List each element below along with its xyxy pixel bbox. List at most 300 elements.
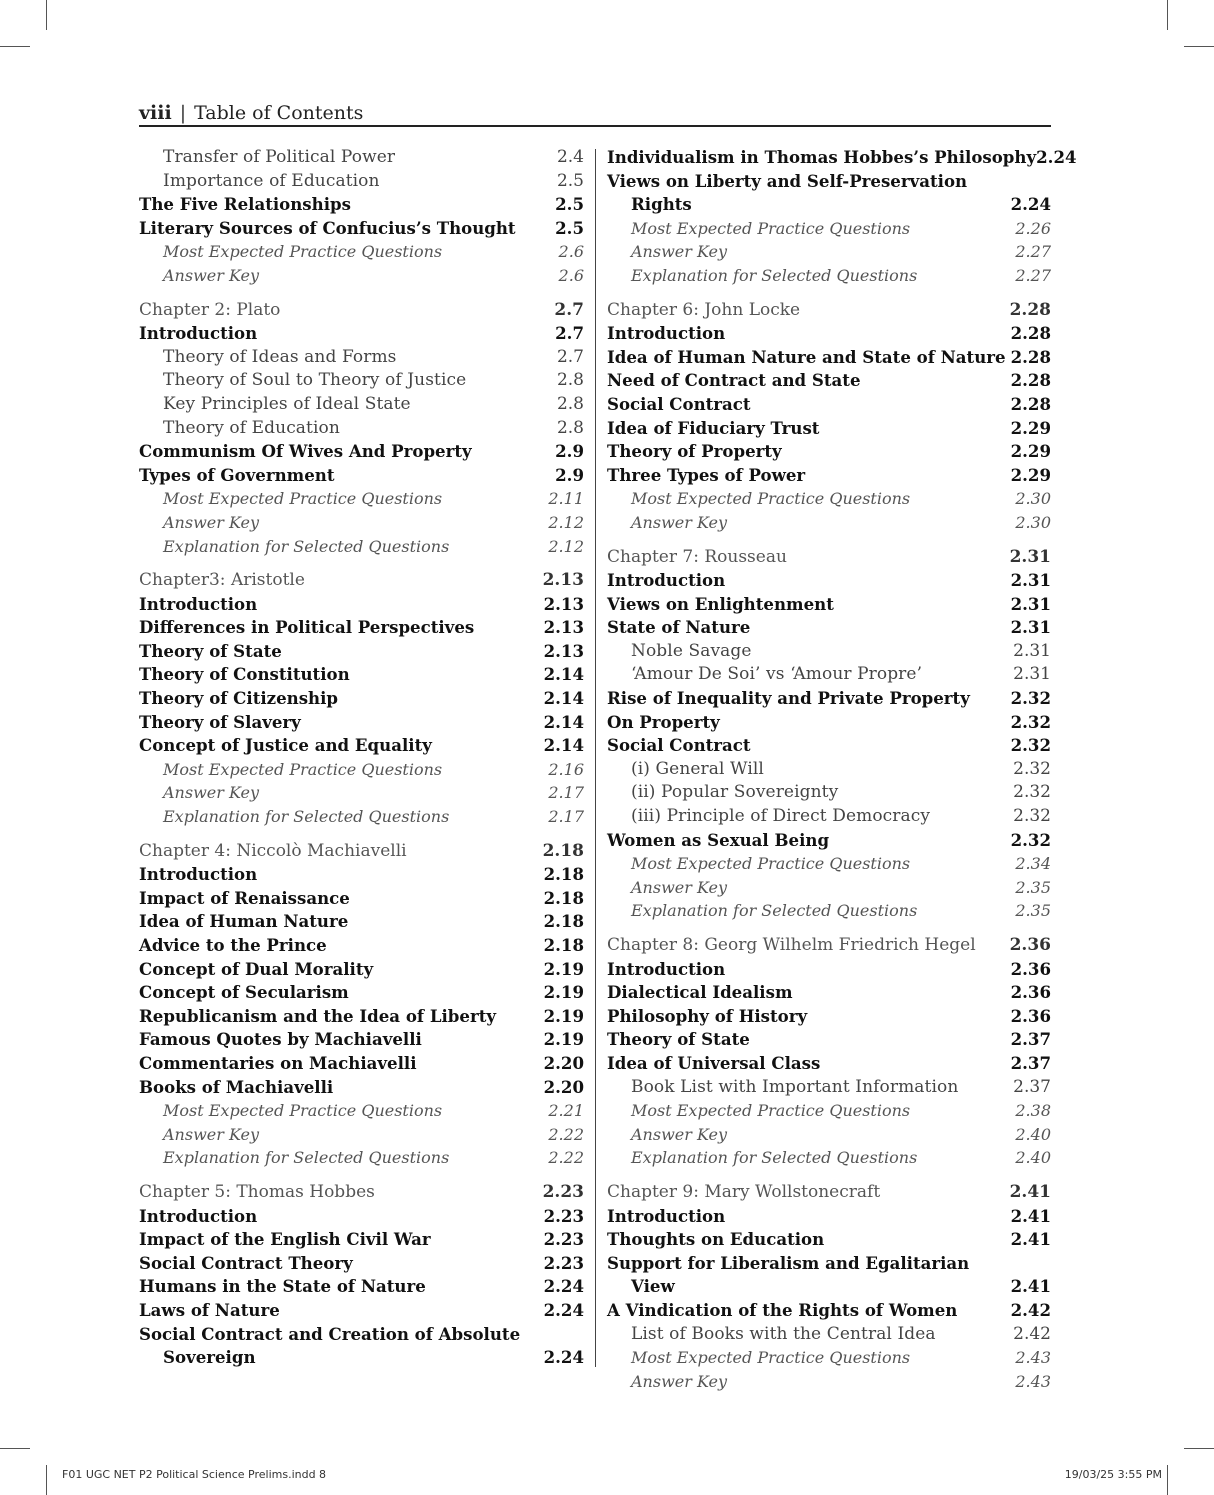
toc-entry-page: 2.28 [1010, 370, 1051, 391]
toc-entry [139, 1028, 584, 1052]
header-rule [139, 125, 1051, 127]
toc-entry [607, 1323, 1051, 1347]
toc-entry-page: 2.42 [1013, 1323, 1051, 1344]
toc-entry-title: Answer Key [163, 265, 259, 285]
toc-entry-title: Chapter 4: Niccolò Machiavelli [139, 840, 407, 861]
toc-entry [607, 1299, 1051, 1323]
toc-entry-page: 2.19 [543, 958, 584, 979]
toc-entry-page: 2.23 [543, 1205, 584, 1226]
toc-entry-page: 2.31 [1013, 640, 1051, 661]
toc-entry-title: Most Expected Practice Questions [631, 489, 911, 509]
toc-entry-title: Theory of Citizenship [139, 688, 339, 709]
toc-entry-title: (iii) Principle of Direct Democracy [631, 806, 931, 827]
toc-entry [607, 852, 1051, 876]
toc-entry [607, 1028, 1051, 1052]
toc-entry-title: Book List with Important Information [631, 1076, 959, 1097]
toc-entry [139, 170, 584, 194]
toc-entry-page: 2.38 [1015, 1101, 1051, 1121]
toc-entry-page: 2.31 [1009, 546, 1051, 567]
toc-entry-title: Theory of Education [163, 417, 340, 438]
toc-entry [607, 640, 1051, 664]
toc-entry-page: 2.13 [543, 640, 584, 661]
toc-entry [139, 910, 584, 934]
toc-entry-title: Answer Key [163, 783, 259, 803]
toc-entry [139, 1205, 584, 1229]
toc-entry-page: 2.7 [554, 299, 584, 320]
toc-entry-title: Differences in Political Perspectives [139, 617, 475, 638]
toc-entry-page: 2.6 [558, 265, 584, 285]
toc-entry-page: 2.32 [1010, 829, 1051, 850]
toc-entry-title: Impact of Renaissance [139, 887, 350, 908]
crop-mark [1184, 46, 1214, 47]
toc-entry [139, 511, 584, 535]
toc-entry [139, 958, 584, 982]
toc-entry-page: 2.24 [1010, 194, 1051, 215]
toc-entry [139, 217, 584, 241]
toc-entry-title: Answer Key [163, 512, 259, 532]
crop-mark [46, 0, 47, 30]
toc-entry [607, 805, 1051, 829]
toc-entry [139, 663, 584, 687]
toc-entry-title: State of Nature [607, 617, 751, 638]
toc-entry-title: Views on Enlightenment [607, 593, 834, 614]
toc-entry-page: 2.31 [1010, 570, 1051, 591]
toc-entry [607, 1076, 1051, 1100]
toc-entry-page: 2.5 [555, 217, 584, 238]
toc-entry [607, 663, 1051, 687]
toc-entry-page: 2.18 [543, 864, 584, 885]
toc-entry-page: 2.30 [1015, 512, 1051, 532]
toc-entry-title: Idea of Fiduciary Trust [607, 417, 820, 438]
toc-entry [139, 346, 584, 370]
toc-entry [139, 417, 584, 441]
toc-entry-title: Chapter 2: Plato [139, 299, 281, 320]
toc-entry-page: 2.28 [1010, 323, 1051, 344]
toc-entry-page: 2.17 [548, 807, 584, 827]
toc-entry [139, 593, 584, 617]
toc-entry-page: 2.43 [1015, 1348, 1051, 1368]
toc-entry-page: 2.13 [543, 617, 584, 638]
toc-entry [139, 1275, 584, 1299]
toc-entry-page: 2.41 [1010, 1276, 1051, 1297]
toc-entry [607, 440, 1051, 464]
toc-entry-page: 2.32 [1013, 782, 1051, 803]
toc-entry [139, 711, 584, 735]
toc-entry-page: 2.6 [558, 242, 584, 262]
toc-entry-page: 2.32 [1013, 758, 1051, 779]
toc-entry [139, 758, 584, 782]
toc-entry-page: 2.14 [543, 664, 584, 685]
toc-entry-page: 2.24 [1036, 147, 1077, 167]
toc-entry [139, 887, 584, 911]
toc-entry [607, 240, 1051, 264]
toc-entry-title: Commentaries on Machiavelli [139, 1052, 417, 1073]
toc-entry [139, 1123, 584, 1147]
toc-entry-page: 2.8 [556, 417, 584, 438]
toc-entry [607, 417, 1051, 441]
toc-entry-title: Explanation for Selected Questions [163, 1148, 450, 1168]
toc-entry-title: Chapter 8: Georg Wilhelm Friedrich Hegel [607, 935, 976, 955]
toc-entry-title: Most Expected Practice Questions [163, 242, 443, 262]
toc-entry-title: Introduction [607, 570, 726, 591]
toc-entry [139, 687, 584, 711]
toc-entry-page: 2.23 [543, 1229, 584, 1250]
toc-entry [607, 1346, 1051, 1370]
toc-entry [139, 322, 584, 346]
toc-chapter-heading [139, 840, 584, 864]
toc-entry-page: 2.36 [1009, 935, 1051, 955]
toc-entry [607, 1005, 1051, 1029]
toc-entry-title: Theory of Constitution [139, 664, 350, 685]
toc-entry-page: 2.8 [556, 370, 584, 391]
toc-entry-title: Introduction [607, 1205, 726, 1226]
toc-entry-title: Importance of Education [163, 170, 380, 191]
toc-entry [139, 264, 584, 288]
toc-entry-title: Sovereign [163, 1347, 256, 1368]
toc-entry [139, 616, 584, 640]
toc-entry [607, 1228, 1051, 1252]
toc-entry-page: 2.14 [543, 711, 584, 732]
toc-entry-page: 2.37 [1010, 1052, 1051, 1073]
toc-entry-title: Explanation for Selected Questions [631, 901, 918, 921]
toc-entry-title: Chapter 6: John Locke [607, 299, 801, 320]
toc-entry-page: 2.5 [556, 170, 584, 191]
toc-entry [607, 616, 1051, 640]
toc-entry-page: 2.28 [1010, 346, 1051, 367]
toc-entry-page: 2.13 [543, 593, 584, 614]
toc-entry-title: Answer Key [631, 1371, 727, 1391]
toc-entry [607, 829, 1051, 853]
toc-entry-page: 2.32 [1010, 688, 1051, 709]
toc-entry [607, 464, 1051, 488]
toc-entry-page: 2.28 [1009, 299, 1051, 320]
toc-entry [607, 1099, 1051, 1123]
toc-entry-page: 2.26 [1015, 218, 1051, 238]
toc-entry [607, 1252, 1051, 1276]
toc-entry-title: Laws of Nature [139, 1299, 280, 1320]
toc-entry-title: Theory of Slavery [139, 711, 301, 732]
toc-entry [607, 1205, 1051, 1229]
toc-entry-page: 2.19 [543, 1029, 584, 1050]
toc-entry [139, 1052, 584, 1076]
toc-entry-page: 2.30 [1015, 489, 1051, 509]
toc-entry [607, 734, 1051, 758]
toc-entry [607, 593, 1051, 617]
toc-entry-page: 2.11 [548, 489, 584, 509]
toc-entry [139, 1299, 584, 1323]
toc-entry-title: Concept of Justice and Equality [139, 735, 432, 756]
toc-entry-title: Concept of Dual Morality [139, 958, 374, 979]
toc-entry-page: 2.27 [1015, 242, 1051, 262]
toc-entry-page: 2.35 [1015, 901, 1051, 921]
toc-entry [139, 193, 584, 217]
toc-entry-page: 2.28 [1010, 393, 1051, 414]
toc-entry-title: Chapter 7: Rousseau [607, 546, 787, 567]
toc-entry-title: Concept of Secularism [139, 982, 349, 1003]
crop-mark [0, 1448, 30, 1449]
toc-entry-title: Most Expected Practice Questions [163, 1101, 443, 1121]
toc-entry-page: 2.40 [1015, 1124, 1051, 1144]
toc-entry-page: 2.41 [1010, 1205, 1051, 1226]
toc-entry [139, 934, 584, 958]
toc-entry-title: Chapter 9: Mary Wollstonecraft [607, 1181, 881, 1202]
toc-entry-title: Support for Liberalism and Egalitarian [607, 1252, 970, 1273]
toc-entry [139, 1076, 584, 1100]
toc-entry-title: The Five Relationships [139, 194, 351, 215]
print-timestamp: 19/03/25 3:55 PM [1064, 1468, 1162, 1481]
toc-entry [139, 863, 584, 887]
toc-entry-page: 2.32 [1010, 711, 1051, 732]
toc-entry-page: 2.32 [1010, 735, 1051, 756]
toc-entry-title: Introduction [139, 323, 258, 344]
toc-entry-title: On Property [607, 711, 720, 732]
toc-entry-page: 2.37 [1013, 1076, 1051, 1097]
toc-entry-title: Noble Savage [631, 640, 752, 661]
toc-entry-title: Social Contract [607, 393, 751, 414]
crop-mark [1167, 1465, 1168, 1495]
toc-entry-title: Introduction [139, 593, 258, 614]
toc-entry-title: Key Principles of Ideal State [163, 393, 411, 414]
toc-entry-title: Women as Sexual Being [607, 829, 830, 850]
toc-entry-page: 2.24 [543, 1347, 584, 1368]
toc-entry-page: 2.21 [548, 1101, 584, 1121]
toc-entry [607, 981, 1051, 1005]
toc-entry [607, 1275, 1051, 1299]
toc-entry [139, 734, 584, 758]
toc-entry [607, 1146, 1051, 1170]
header-separator: | [179, 102, 187, 124]
toc-entry-page: 2.24 [543, 1299, 584, 1320]
toc-entry [607, 687, 1051, 711]
toc-entry-title: Introduction [607, 323, 726, 344]
toc-entry-page: 2.12 [548, 512, 584, 532]
toc-entry-title: Theory of State [607, 1029, 750, 1050]
toc-entry-page: 2.4 [556, 147, 584, 167]
toc-entry [139, 1146, 584, 1170]
toc-entry [139, 981, 584, 1005]
toc-entry-title: (ii) Popular Sovereignty [631, 782, 839, 803]
page-number: viii [139, 102, 172, 124]
toc-entry [607, 1052, 1051, 1076]
column-divider [595, 149, 596, 1367]
toc-entry-page: 2.18 [543, 935, 584, 955]
toc-entry-page: 2.24 [543, 1276, 584, 1297]
toc-entry-page: 2.7 [555, 323, 584, 344]
crop-mark [1184, 1448, 1214, 1449]
toc-entry [607, 193, 1051, 217]
toc-entry-title: Republicanism and the Idea of Liberty [139, 1005, 497, 1026]
toc-entry-title: Answer Key [163, 1124, 259, 1144]
toc-entry [139, 440, 584, 464]
toc-entry-page: 2.31 [1010, 617, 1051, 638]
toc-entry-page: 2.18 [542, 840, 584, 861]
toc-entry-title: Most Expected Practice Questions [631, 1101, 911, 1121]
toc-entry-title: Idea of Human Nature [139, 911, 349, 932]
toc-entry-title: Books of Machiavelli [139, 1076, 334, 1097]
toc-entry-title: Explanation for Selected Questions [163, 807, 450, 827]
toc-entry-title: Answer Key [631, 1124, 727, 1144]
toc-entry-title: Introduction [607, 958, 726, 979]
toc-entry-page: 2.43 [1015, 1371, 1051, 1391]
toc-chapter-heading [139, 569, 584, 593]
toc-entry-title: Literary Sources of Confucius’s Thought [139, 217, 516, 238]
toc-entry-title: Rights [631, 194, 692, 215]
toc-entry-page: 2.20 [543, 1076, 584, 1097]
toc-entry-title: Idea of Universal Class [607, 1052, 821, 1073]
toc-entry-title: Social Contract [607, 735, 751, 756]
toc-entry-title: Theory of Property [607, 441, 782, 462]
toc-entry-title: Chapter3: Aristotle [139, 570, 305, 591]
toc-entry-page: 2.41 [1009, 1181, 1051, 1202]
toc-entry-title: Philosophy of History [607, 1005, 808, 1026]
toc-entry-page: 2.22 [548, 1148, 584, 1168]
toc-chapter-heading [607, 1181, 1051, 1205]
toc-entry-title: List of Books with the Central Idea [631, 1323, 936, 1344]
toc-entry [607, 711, 1051, 735]
crop-mark [46, 1465, 47, 1495]
toc-entry [139, 146, 584, 170]
toc-chapter-heading [607, 546, 1051, 570]
toc-entry [139, 487, 584, 511]
toc-entry-page: 2.41 [1010, 1229, 1051, 1250]
toc-entry-page: 2.23 [542, 1181, 584, 1202]
toc-entry-title: Explanation for Selected Questions [631, 265, 918, 285]
toc-entry-page: 2.14 [543, 688, 584, 709]
crop-mark [0, 46, 30, 47]
toc-entry-page: 2.23 [543, 1252, 584, 1273]
toc-entry-title: Most Expected Practice Questions [163, 759, 443, 779]
toc-chapter-heading [607, 934, 1051, 958]
toc-entry [607, 899, 1051, 923]
toc-entry-title: Most Expected Practice Questions [631, 854, 911, 874]
toc-entry [139, 393, 584, 417]
toc-entry [139, 1005, 584, 1029]
toc-entry [139, 1228, 584, 1252]
toc-entry [607, 393, 1051, 417]
toc-left-column [139, 146, 584, 1370]
toc-entry-page: 2.27 [1015, 265, 1051, 285]
file-slug: F01 UGC NET P2 Political Science Prelims.indd 8 [62, 1468, 327, 1481]
toc-entry [607, 322, 1051, 346]
toc-entry [607, 1370, 1051, 1394]
toc-entry-title: Answer Key [631, 512, 727, 532]
toc-entry-title: Introduction [139, 864, 258, 885]
toc-entry-page: 2.36 [1010, 958, 1051, 979]
toc-entry [607, 958, 1051, 982]
page-title: Table of Contents [194, 102, 364, 124]
toc-entry-title: Social Contract Theory [139, 1252, 353, 1273]
toc-entry [607, 511, 1051, 535]
toc-entry-title: Views on Liberty and Self-Preservation [607, 170, 968, 191]
toc-entry-page: 2.31 [1010, 593, 1051, 614]
toc-entry-page: 2.9 [555, 464, 584, 485]
toc-entry-title: Famous Quotes by Machiavelli [139, 1029, 422, 1050]
toc-entry-title: Social Contract and Creation of Absolute [139, 1323, 521, 1344]
toc-entry [607, 758, 1051, 782]
toc-chapter-heading [139, 1181, 584, 1205]
toc-entry-title: Advice to the Prince [139, 935, 327, 955]
toc-entry [607, 569, 1051, 593]
toc-entry-title: Rise of Inequality and Private Property [607, 688, 970, 709]
toc-entry-page: 2.35 [1015, 877, 1051, 897]
toc-entry-page: 2.8 [556, 393, 584, 414]
toc-entry [607, 876, 1051, 900]
toc-entry-title: Most Expected Practice Questions [631, 218, 911, 238]
toc-entry-title: Thoughts on Education [607, 1229, 825, 1250]
toc-entry-page: 2.7 [556, 346, 584, 367]
toc-chapter-heading [607, 299, 1051, 323]
toc-entry-page: 2.13 [542, 570, 584, 591]
toc-entry-title: Three Types of Power [607, 464, 806, 485]
toc-entry-title: Theory of State [139, 640, 282, 661]
toc-entry-title: (i) General Will [631, 758, 764, 779]
toc-entry [607, 170, 1051, 194]
toc-entry [139, 805, 584, 829]
toc-entry [607, 264, 1051, 288]
toc-entry-title: Humans in the State of Nature [139, 1276, 426, 1297]
toc-entry-page: 2.20 [543, 1052, 584, 1073]
toc-entry-title: Types of Government [139, 464, 335, 485]
toc-entry [139, 1323, 584, 1347]
toc-entry [607, 369, 1051, 393]
toc-entry-title: Communism Of Wives And Property [139, 441, 472, 462]
toc-entry-title: Chapter 5: Thomas Hobbes [139, 1181, 375, 1202]
toc-entry-title: Need of Contract and State [607, 370, 861, 391]
toc-entry-page: 2.40 [1015, 1148, 1051, 1168]
toc-entry-title: Theory of Soul to Theory of Justice [163, 370, 467, 391]
toc-entry [139, 640, 584, 664]
toc-entry-title: Most Expected Practice Questions [163, 489, 443, 509]
toc-entry-page: 2.22 [548, 1124, 584, 1144]
toc-entry-page: 2.37 [1010, 1029, 1051, 1050]
toc-entry [139, 1346, 584, 1370]
toc-entry-page: 2.42 [1010, 1299, 1051, 1320]
toc-entry-title: View [631, 1276, 675, 1297]
toc-entry-page: 2.29 [1010, 441, 1051, 462]
toc-entry-title: Theory of Ideas and Forms [163, 346, 397, 367]
toc-entry [607, 1123, 1051, 1147]
toc-entry-page: 2.19 [543, 1005, 584, 1026]
toc-entry-page: 2.36 [1010, 1005, 1051, 1026]
toc-entry-title: A Vindication of the Rights of Women [607, 1299, 958, 1320]
toc-entry [139, 1099, 584, 1123]
toc-entry [139, 535, 584, 559]
toc-entry [139, 781, 584, 805]
toc-entry-title: Introduction [139, 1205, 258, 1226]
toc-entry-page: 2.18 [543, 887, 584, 908]
toc-entry-page: 2.14 [543, 735, 584, 756]
toc-entry-title: Idea of Human Nature and State of Nature [607, 346, 1006, 367]
toc-entry [139, 240, 584, 264]
toc-entry-page: 2.17 [548, 783, 584, 803]
toc-entry [607, 217, 1051, 241]
toc-entry-title: Dialectical Idealism [607, 982, 793, 1003]
running-head [139, 101, 1051, 125]
toc-entry-page: 2.29 [1010, 417, 1051, 438]
toc-entry-page: 2.19 [543, 982, 584, 1003]
toc-entry [607, 146, 1077, 170]
toc-entry-title: Answer Key [631, 242, 727, 262]
toc-entry-title: Answer Key [631, 877, 727, 897]
toc-entry-page: 2.5 [555, 194, 584, 215]
toc-entry-title: Explanation for Selected Questions [631, 1148, 918, 1168]
toc-chapter-heading [139, 299, 584, 323]
toc-entry-page: 2.34 [1015, 854, 1051, 874]
toc-entry-page: 2.9 [555, 441, 584, 462]
toc-right-column [607, 146, 1077, 1393]
toc-entry-page: 2.36 [1010, 982, 1051, 1003]
crop-mark [1167, 0, 1168, 30]
